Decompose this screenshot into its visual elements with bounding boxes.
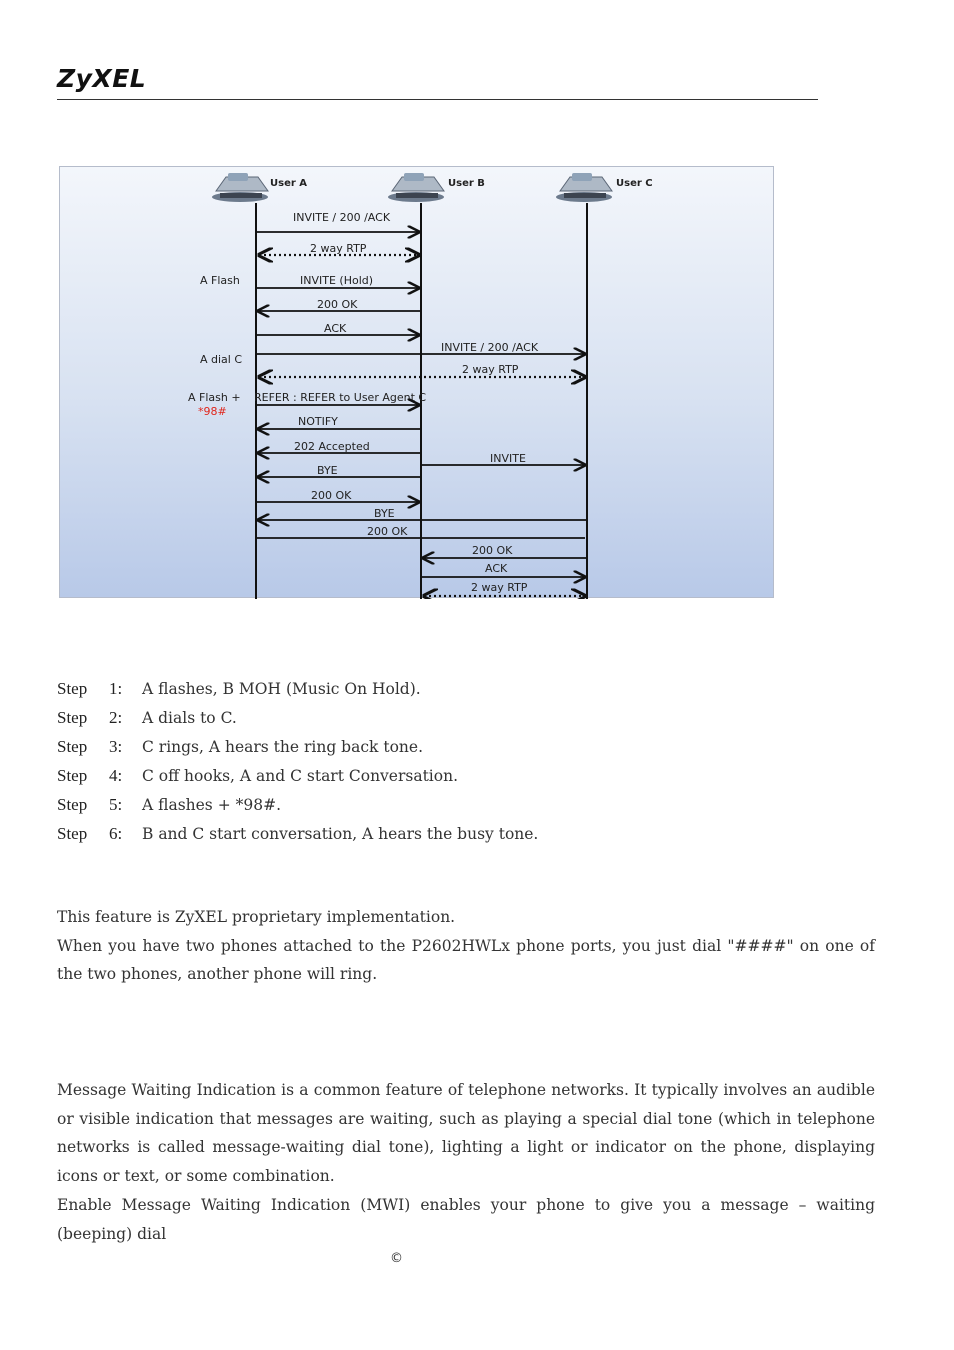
step-number: 2: <box>109 707 123 727</box>
side-label-a-flash: A Flash <box>200 274 240 287</box>
side-label-a-flash-plus: A Flash + <box>188 391 241 404</box>
user-b-label: User B <box>448 178 485 189</box>
step-list <box>57 674 538 848</box>
header-divider <box>57 99 818 100</box>
step-row <box>57 761 538 790</box>
step-text: C off hooks, A and C start Conversation. <box>142 766 459 785</box>
mwi-paragraph-1: Message Waiting Indication is a common feature of telephone networks. It typically involves an audible or visible indication that messages are waiting, such as playing a special dial tone (which in telephone networks is called message-waiting dial tone), lighting a light or indicator on the phone, displaying icons or text, or some combination. <box>57 1081 875 1186</box>
phone-icon-user-a <box>212 173 268 202</box>
message-invite-b-c <box>422 452 585 465</box>
message-invite-hold <box>257 274 419 288</box>
user-a-label: User A <box>270 178 308 189</box>
message-invite-a-b <box>257 211 419 232</box>
message-notify <box>258 415 420 429</box>
step-word: Step <box>57 707 88 727</box>
phone-icon-user-b <box>388 173 444 202</box>
side-label-code: *98# <box>198 405 227 418</box>
zyxel-logo: ZyXEL <box>57 64 147 93</box>
svg-text:REFER : REFER to User Agent C: REFER : REFER to User Agent C <box>254 391 427 404</box>
mwi-section <box>57 1076 875 1248</box>
message-200ok-c-b <box>423 544 586 558</box>
message-rtp-b-c <box>424 581 585 596</box>
svg-text:BYE: BYE <box>317 464 338 477</box>
svg-text:202 Accepted: 202 Accepted <box>294 440 370 453</box>
step-row <box>57 703 538 732</box>
message-ack-b-c <box>422 562 585 577</box>
svg-text:2 way RTP: 2 way RTP <box>471 581 528 594</box>
svg-text:200 OK: 200 OK <box>311 489 352 502</box>
svg-text:200 OK: 200 OK <box>367 525 408 538</box>
svg-text:INVITE / 200 /ACK: INVITE / 200 /ACK <box>293 211 391 224</box>
step-number: 3: <box>109 736 123 756</box>
user-c-label: User C <box>616 178 653 189</box>
svg-text:200 OK: 200 OK <box>317 298 358 311</box>
sip-call-flow-diagram <box>59 166 774 598</box>
svg-text:BYE: BYE <box>374 507 395 520</box>
step-text: C rings, A hears the ring back tone. <box>142 737 423 756</box>
message-ack-a-b <box>257 322 419 335</box>
step-text: A dials to C. <box>142 708 237 727</box>
intercom-paragraph-2: When you have two phones attached to the P2602HWLx phone ports, you just dial "####" on one of the two phones, another phone will ring. <box>57 936 875 984</box>
svg-text:NOTIFY: NOTIFY <box>298 415 338 428</box>
step-text: A flashes + *98#. <box>142 795 281 814</box>
svg-text:ACK: ACK <box>485 562 508 575</box>
step-word: Step <box>57 736 88 756</box>
svg-text:ACK: ACK <box>324 322 347 335</box>
step-number: 5: <box>109 794 123 814</box>
message-refer <box>254 391 426 405</box>
step-word: Step <box>57 765 88 785</box>
step-number: 6: <box>109 823 123 843</box>
message-200ok-a-b <box>257 489 419 502</box>
intercom-section <box>57 903 875 989</box>
step-row <box>57 674 538 703</box>
svg-text:2 way RTP: 2 way RTP <box>310 242 367 255</box>
step-row <box>57 819 538 848</box>
svg-text:200 OK: 200 OK <box>472 544 513 557</box>
message-rtp-a-b <box>259 242 419 255</box>
svg-text:2 way RTP: 2 way RTP <box>462 363 519 376</box>
step-text: A flashes, B MOH (Music On Hold). <box>142 679 421 698</box>
mwi-paragraph-2: Enable Message Waiting Indication (MWI) enables your phone to give you a message – waiting (beeping) dial <box>57 1195 875 1243</box>
step-row <box>57 790 538 819</box>
call-flow-svg <box>60 167 775 599</box>
step-word: Step <box>57 823 88 843</box>
step-word: Step <box>57 794 88 814</box>
step-row <box>57 732 538 761</box>
intercom-paragraph-1: This feature is ZyXEL proprietary implementation. <box>57 908 456 926</box>
step-number: 4: <box>109 765 123 785</box>
message-bye-b-a <box>258 464 420 477</box>
copyright-symbol: © <box>390 1251 403 1266</box>
side-label-a-dial-c: A dial C <box>200 353 243 366</box>
step-text: B and C start conversation, A hears the busy tone. <box>142 824 539 843</box>
message-202-accepted <box>258 440 420 453</box>
phone-icon-user-c <box>556 173 612 202</box>
step-word: Step <box>57 678 88 698</box>
step-number: 1: <box>109 678 123 698</box>
svg-text:INVITE: INVITE <box>490 452 526 465</box>
message-200ok-b-a <box>258 298 420 311</box>
svg-text:INVITE / 200 /ACK: INVITE / 200 /ACK <box>441 341 539 354</box>
svg-text:INVITE (Hold): INVITE (Hold) <box>300 274 374 287</box>
